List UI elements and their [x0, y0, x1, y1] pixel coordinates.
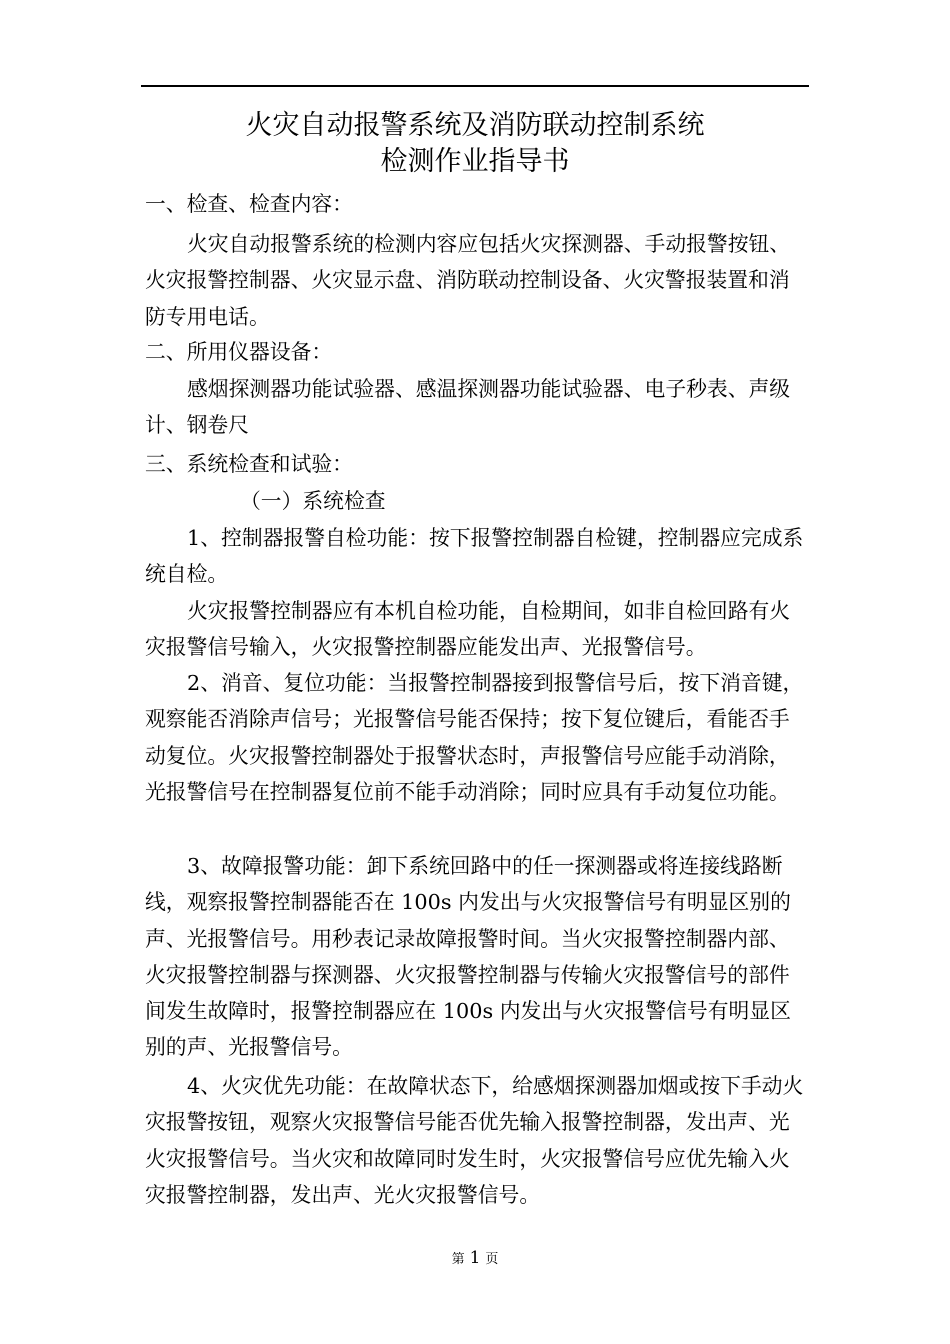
section-3-subheading: （一）系统检查: [240, 489, 386, 513]
item-3: 3、故障报警功能：卸下系统回路中的任一探测器或将连接线路断线，观察报警控制器能否在 100s 内发出与火灾报警信号有明显区别的声、光报警信号。用秒表记录故障报警时间。当火灾报警控制器内部、火灾报警控制器与探测器、火灾报警控制器与传输火灾报警信号的部件间发生故障时，报警控制器应在 100s 内发出与火灾报警信号有明显区别的声、光报警信号。: [145, 854, 791, 1060]
document-title: 火灾自动报警系统及消防联动控制系统: [245, 110, 705, 141]
item-4: 4、火灾优先功能：在故障状态下，给感烟探测器加烟或按下手动火灾报警按钮，观察火灾报警信号能否优先输入报警控制器，发出声、光火灾报警信号。当火灾和故障同时发生时，火灾报警信号应优先输入火灾报警控制器，发出声、光火灾报警信号。: [145, 1074, 804, 1207]
header-rule: [141, 85, 809, 87]
section-1-heading: 一、检查、检查内容：: [145, 192, 353, 216]
section-2-heading: 二、所用仪器设备：: [145, 340, 333, 364]
page-footer: [0, 1248, 950, 1270]
item-1: 1、控制器报警自检功能：按下报警控制器自检键，控制器应完成系统自检。: [145, 526, 804, 587]
document-subtitle: 检测作业指导书: [380, 146, 570, 177]
item-2: 2、消音、复位功能：当报警控制器接到报警信号后，按下消音键，观察能否消除声信号；光报警信号能否保持；按下复位键后，看能否手动复位。火灾报警控制器处于报警状态时，声报警信号应能手动消除，光报警信号在控制器复位前不能手动消除；同时应具有手动复位功能。: [145, 671, 804, 804]
section-2-body: 感烟探测器功能试验器、感温探测器功能试验器、电子秒表、声级计、钢卷尺: [145, 377, 791, 438]
section-1-body: 火灾自动报警系统的检测内容应包括火灾探测器、手动报警按钮、火灾报警控制器、火灾显示盘、消防联动控制设备、火灾警报装置和消防专用电话。: [145, 232, 791, 329]
page-number: 1: [469, 1248, 481, 1268]
footer-prefix: 第: [451, 1252, 465, 1267]
footer-suffix: 页: [485, 1252, 499, 1267]
item-1-detail: 火灾报警控制器应有本机自检功能，自检期间，如非自检回路有火灾报警信号输入，火灾报警控制器应能发出声、光报警信号。: [145, 599, 791, 660]
section-3-heading: 三、系统检查和试验：: [145, 452, 353, 476]
